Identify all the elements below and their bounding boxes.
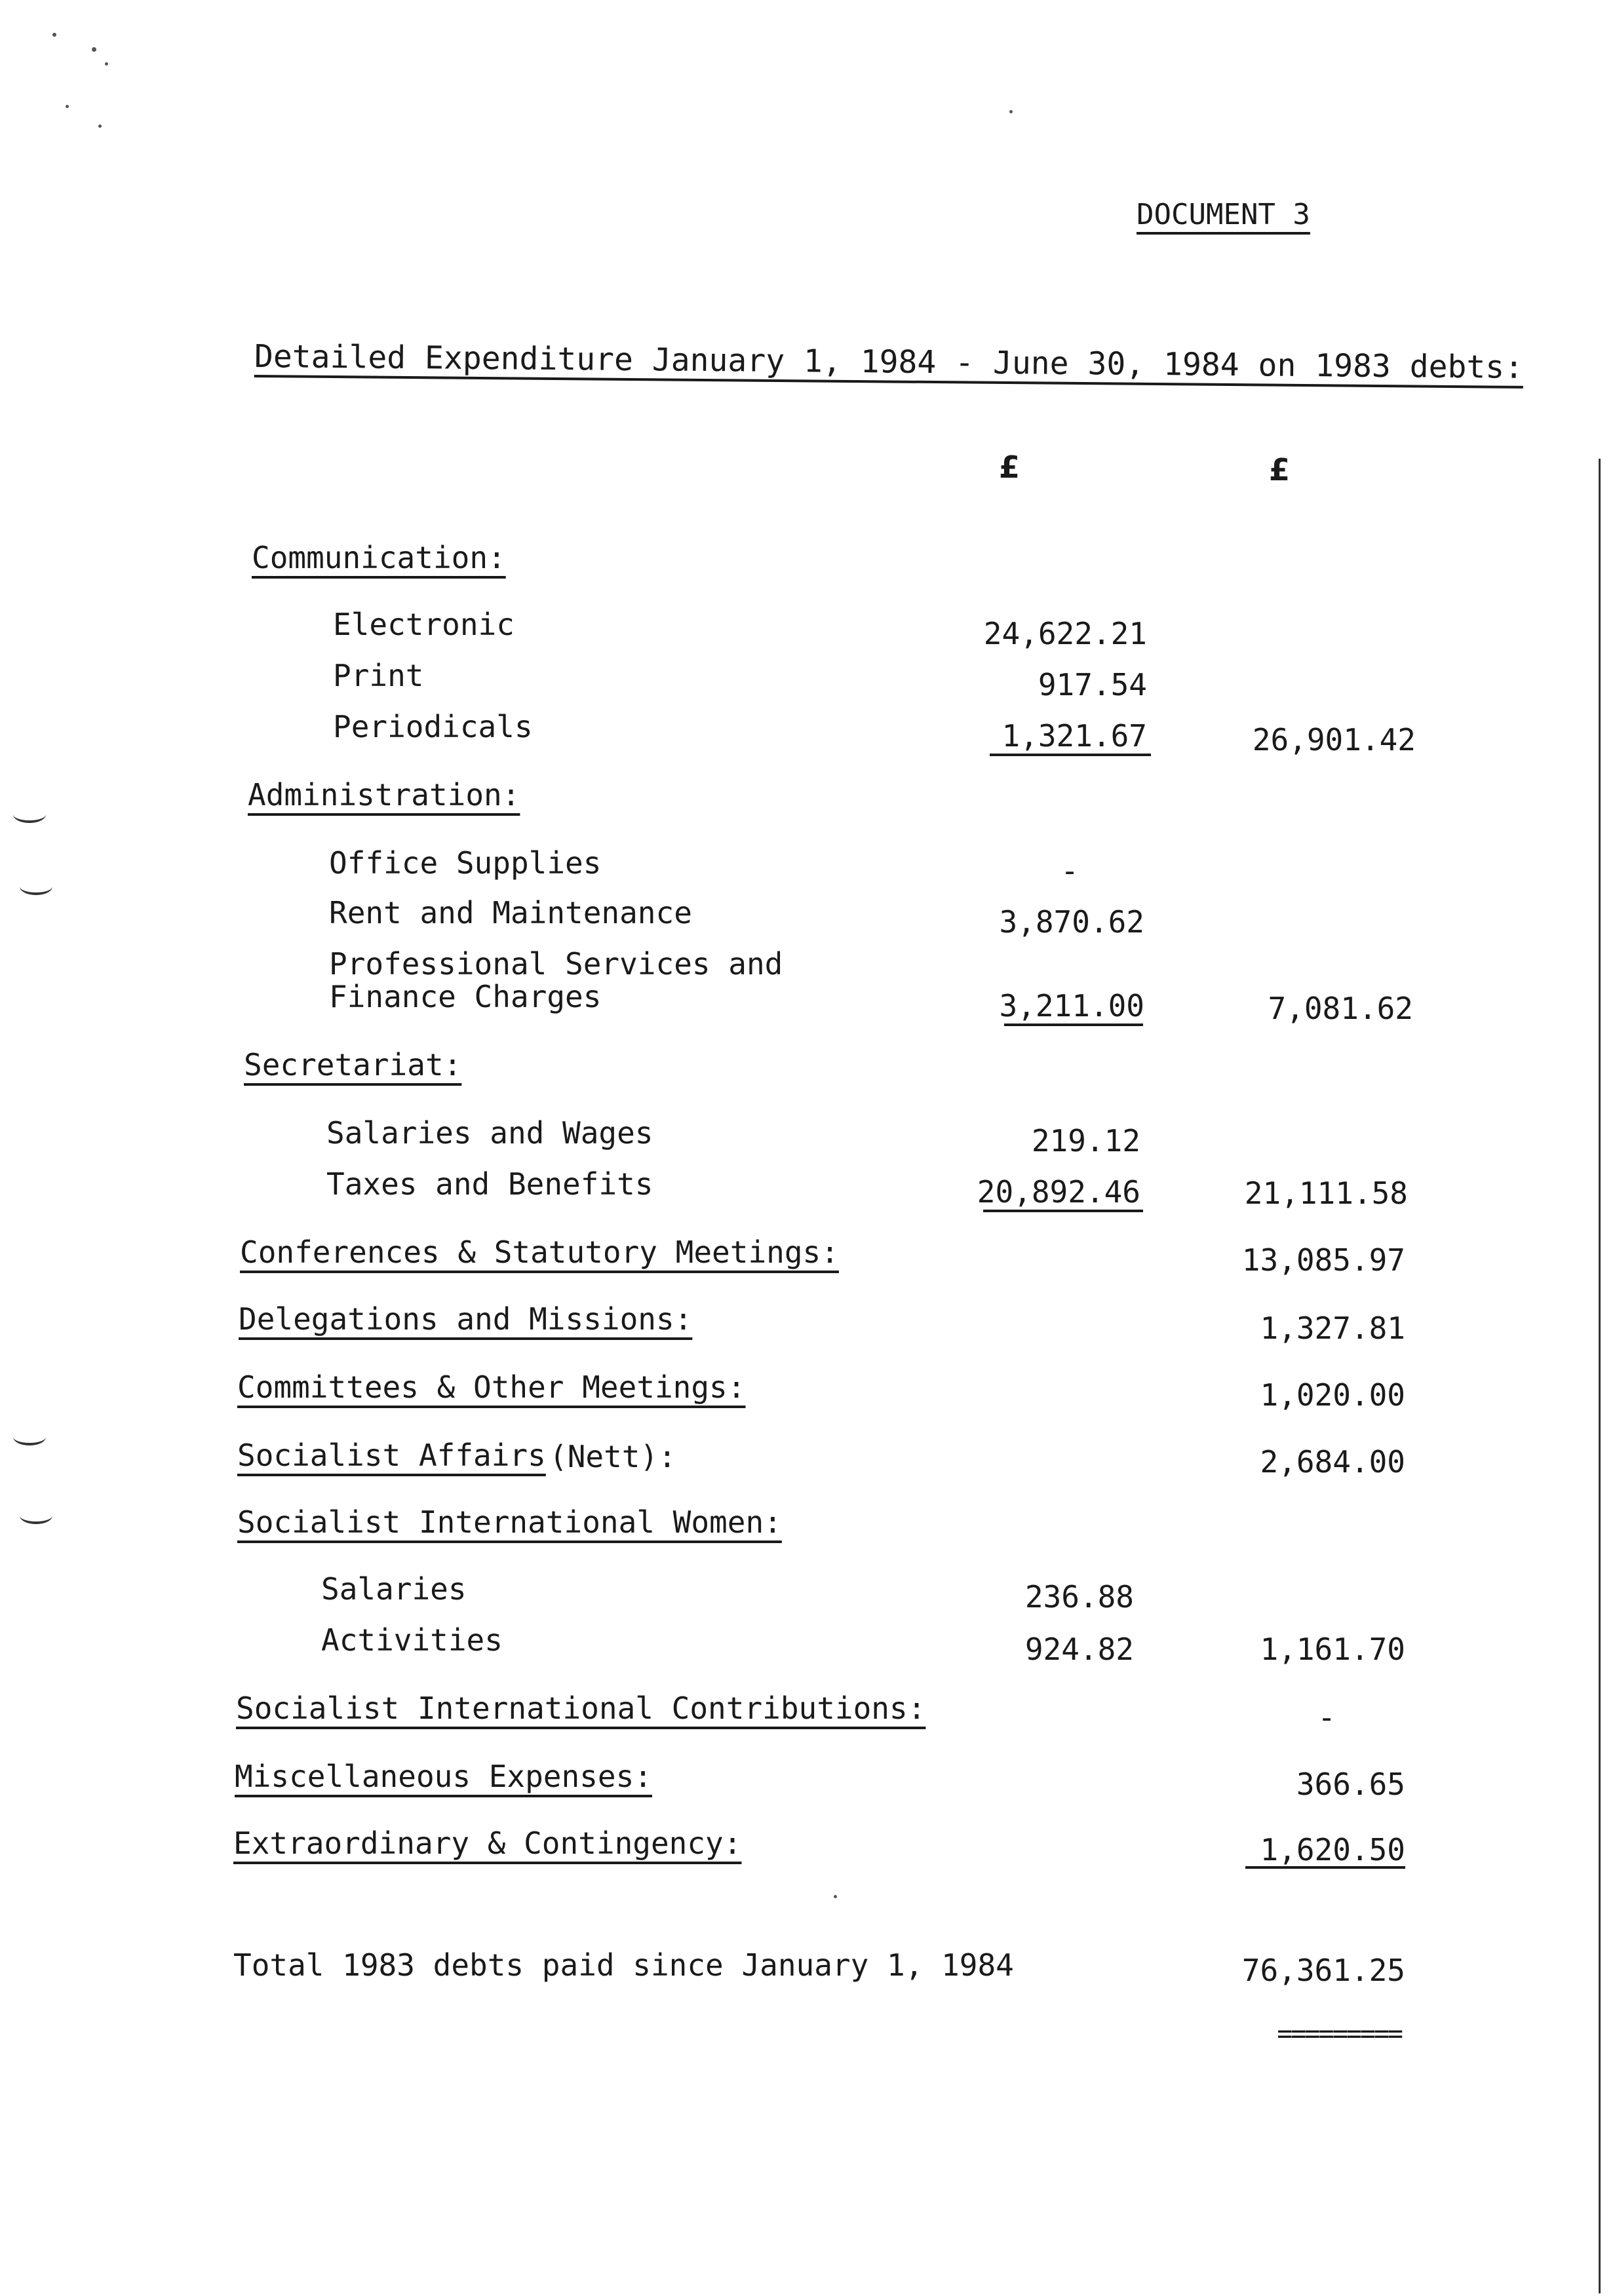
page-title: Detailed Expenditure January 1, 1984 - June 30, 1984 on 1983 debts:	[254, 338, 1524, 386]
line-item-label: Salaries	[321, 1571, 467, 1607]
section-heading: Conferences & Statutory Meetings:	[240, 1234, 839, 1270]
subtotal-rule	[983, 1210, 1143, 1212]
scan-speck	[52, 33, 56, 37]
line-item-amount: 1,321.67	[1002, 718, 1147, 754]
section-heading: Administration:	[248, 777, 520, 813]
line-item-amount: 20,892.46	[977, 1174, 1140, 1210]
section-heading: Miscellaneous Expenses:	[235, 1759, 652, 1794]
currency-header-totals: £	[1269, 452, 1291, 488]
section-total: 26,901.42	[1252, 722, 1416, 757]
section-total: 1,020.00	[1260, 1377, 1405, 1413]
section-heading: Delegations and Missions:	[239, 1301, 693, 1337]
margin-mark	[20, 878, 52, 895]
line-item-label: Rent and Maintenance	[329, 895, 692, 930]
line-item-label: Print	[333, 658, 424, 693]
line-item-label: Taxes and Benefits	[326, 1166, 653, 1202]
currency-header-items: £	[999, 450, 1021, 485]
line-item-label: Periodicals	[333, 709, 533, 744]
line-item-amount: 24,622.21	[983, 616, 1147, 651]
section-total: 366.65	[1296, 1767, 1405, 1802]
line-item-label: Salaries and Wages	[326, 1115, 653, 1151]
section-heading-suffix: (Nett):	[549, 1439, 676, 1474]
scan-speck	[1009, 110, 1013, 113]
margin-mark	[20, 1507, 52, 1524]
line-item-amount: 3,211.00	[999, 988, 1144, 1024]
grand-total-amount: 76,361.25	[1241, 1953, 1405, 1988]
line-item-label: Office Supplies	[329, 845, 602, 881]
line-item-label: Professional Services and	[329, 946, 783, 982]
section-total: 13,085.97	[1241, 1242, 1405, 1278]
section-heading: Socialist International Women:	[237, 1504, 782, 1540]
scan-edge	[1599, 459, 1601, 2293]
section-total: 7,081.62	[1268, 991, 1413, 1026]
line-item-amount: 917.54	[1038, 667, 1147, 702]
section-total: 21,111.58	[1244, 1176, 1408, 1211]
margin-mark	[13, 806, 46, 823]
section-total: 1,327.81	[1260, 1311, 1405, 1346]
section-heading: Extraordinary & Contingency:	[233, 1826, 742, 1861]
section-heading: Secretariat:	[244, 1047, 462, 1082]
line-item-amount: 3,870.62	[999, 904, 1144, 940]
margin-mark	[13, 1428, 46, 1445]
scan-speck	[92, 47, 96, 52]
section-heading: Communication:	[252, 540, 506, 575]
line-item-amount: -	[1060, 853, 1079, 889]
section-total: 1,620.50	[1260, 1832, 1405, 1867]
section-total: 2,684.00	[1260, 1444, 1405, 1480]
section-heading: Committees & Other Meetings:	[237, 1369, 746, 1405]
scan-speck	[98, 124, 102, 128]
line-item-amount: 924.82	[1024, 1632, 1134, 1667]
subtotal-rule	[990, 754, 1151, 756]
section-heading: Socialist International Contributions:	[236, 1691, 926, 1726]
section-total: -	[1317, 1700, 1336, 1735]
line-item-label: Activities	[321, 1622, 503, 1658]
scan-speck	[66, 105, 69, 108]
scan-speck	[105, 62, 108, 66]
total-rule	[1245, 1866, 1405, 1869]
section-total: 1,161.70	[1260, 1632, 1405, 1667]
scan-speck	[834, 1895, 837, 1898]
line-item-label-continued: Finance Charges	[329, 979, 602, 1014]
grand-total-label: Total 1983 debts paid since January 1, 1984	[233, 1947, 1014, 1983]
line-item-label: Electronic	[333, 607, 515, 642]
subtotal-rule	[1004, 1024, 1143, 1026]
document-label: DOCUMENT 3	[1137, 198, 1310, 231]
grand-total-double-rule: =========	[1277, 2019, 1401, 2049]
line-item-amount: 219.12	[1031, 1123, 1140, 1158]
section-heading: Socialist Affairs	[237, 1438, 546, 1473]
line-item-amount: 236.88	[1024, 1579, 1134, 1615]
